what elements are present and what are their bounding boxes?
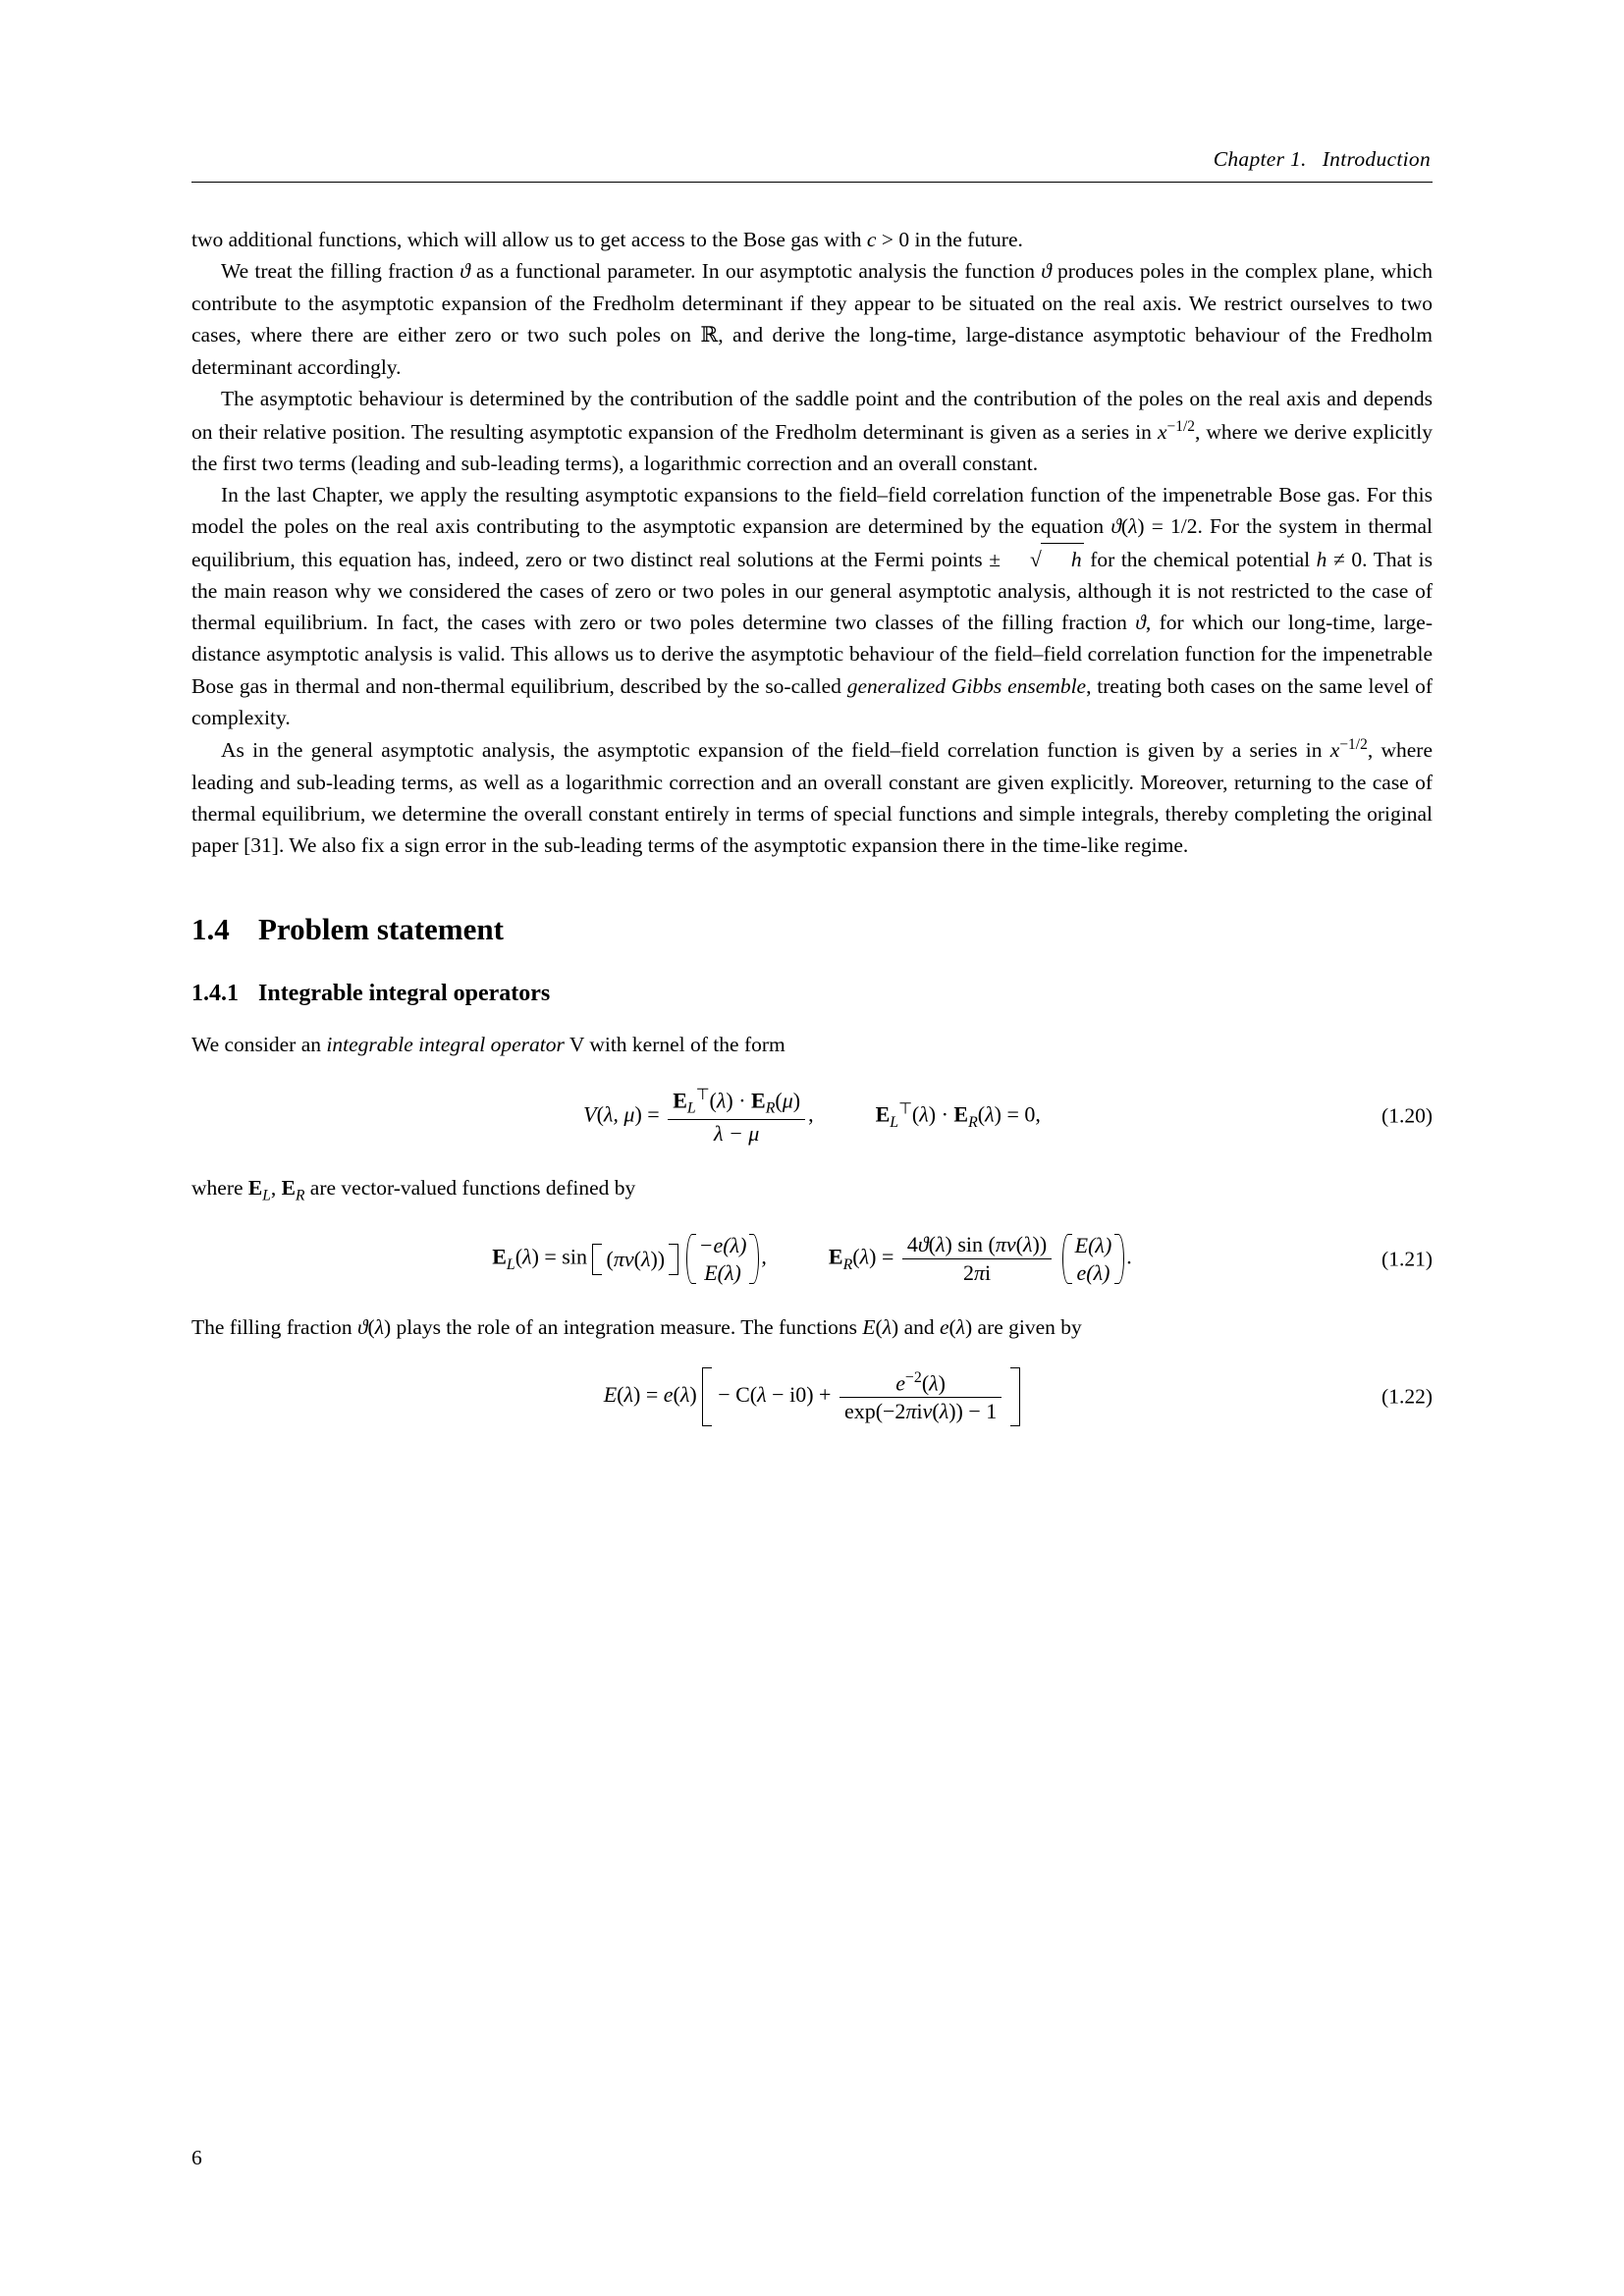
running-header xyxy=(191,147,1433,172)
section-number: 1.4 xyxy=(191,912,230,947)
equation-number-1-22: (1.22) xyxy=(1381,1384,1433,1409)
paragraph-1: two additional functions, which will allow us to get access to the Bose gas with c > 0 in the future. xyxy=(191,228,1023,251)
section-title: Problem statement xyxy=(258,912,504,947)
subsection-number: 1.4.1 xyxy=(191,981,239,1007)
equation-1-21: $E_L(\lambda) = \sin (\pi\nu(\lambda))$ −e(λ) E(λ) , $E_R(\lambda)$ = $\frac{4ϑ(\lambda) \sin (\pi\nu(\lambda))}{2\pi i}$ E(λ) e(λ) . (1.21) xyxy=(492,1232,1433,1286)
equation-number-1-21: (1.21) xyxy=(1381,1247,1433,1271)
subsection-heading-1-4-1 xyxy=(191,981,1433,1007)
paragraph-5: As in the general asymptotic analysis, the asymptotic expansion of the field–field correlation function is given by a series in $x^{-1/2}$, where leading and sub-leading terms, as well as a logarithmic correction and an overall constant are given explicitly. Moreover, returning to the case of thermal equilibrium, we determine the overall constant entirely in terms of special functions and simple integrals, thereby completing the original paper [31]. We also fix a sign error in the sub-leading terms of the asymptotic expansion there in the time-like regime. xyxy=(191,736,1433,858)
equation-1-22: E(λ) = e(λ) − C(λ − i0) + $\frac{e^{-2}(\lambda)}{\text{exp(−2πiν(λ)) − 1}}$ (1.22) xyxy=(603,1368,1433,1423)
header-title: Introduction xyxy=(1322,147,1431,171)
paragraph-3: The asymptotic behaviour is determined by the contribution of the saddle point and the contribution of the poles on the real axis and depends on their relative position. The resulting asymptotic expansion of the Fredholm determinant is given as a series in $x^{-1/2}$, where we derive explicitly the first two terms (leading and sub-leading terms), a logarithmic correction and an overall constant. xyxy=(191,387,1433,475)
paragraph-2: We treat the filling fraction ϑ as a functional parameter. In our asymptotic analysis the function ϑ produces poles in the complex plane, which contribute to the asymptotic expansion of the Fredholm determinant if they appear to be situated on the real axis. We restrict ourselves to two cases, where there are either zero or two such poles on ℝ, and derive the long-time, large-distance asymptotic behaviour of the Fredholm determinant accordingly. xyxy=(191,259,1433,379)
section-heading-1-4 xyxy=(191,912,1433,947)
equation-number-1-20: (1.20) xyxy=(1381,1103,1433,1128)
header-chapter: Chapter 1. xyxy=(1213,147,1307,171)
paragraph-4: In the last Chapter, we apply the resulting asymptotic expansions to the field–field correlation function of the impenetrable Bose gas. For this model the poles on the real axis contributing to the asymptotic expansion are determined by the equation ϑ(λ) = 1/2. For the system in thermal equilibrium, this equation has, indeed, zero or two distinct real solutions at the Fermi points ± √ h for the chemical potential h ≠ 0. That is the main reason why we considered the cases of zero or two poles in our general asymptotic analysis, although it is not restricted to the case of thermal equilibrium. In fact, the cases with zero or two poles determine two classes of the filling fraction ϑ, for which our long-time, large-distance asymptotic analysis is valid. This allows us to derive the asymptotic behaviour of the field–field correlation function for the impenetrable Bose gas in thermal and non-thermal equilibrium, described by the so-called generalized Gibbs ensemble, treating both cases on the same level of complexity. xyxy=(191,483,1434,729)
paragraph-7: where $E_L$, $E_R$ are vector-valued functions defined by xyxy=(191,1175,636,1204)
page-number: 6 xyxy=(191,2146,202,2169)
header-rule xyxy=(191,182,1433,183)
paragraph-6: We consider an integrable integral operator V with kernel of the form xyxy=(191,1033,785,1057)
equation-1-20: V(λ, μ) = $\frac{E_L^⊤(\lambda) \cdot E_R(\mu)}{\lambda - \mu}$ , $E_L^⊤(\lambda) \cdot E_R(\lambda) = 0$, (1.20) xyxy=(583,1086,1433,1146)
paragraph-8: The filling fraction ϑ(λ) plays the role of an integration measure. The functions E(λ) and e(λ) are given by xyxy=(191,1315,1082,1340)
subsection-title: Integrable integral operators xyxy=(258,981,551,1007)
